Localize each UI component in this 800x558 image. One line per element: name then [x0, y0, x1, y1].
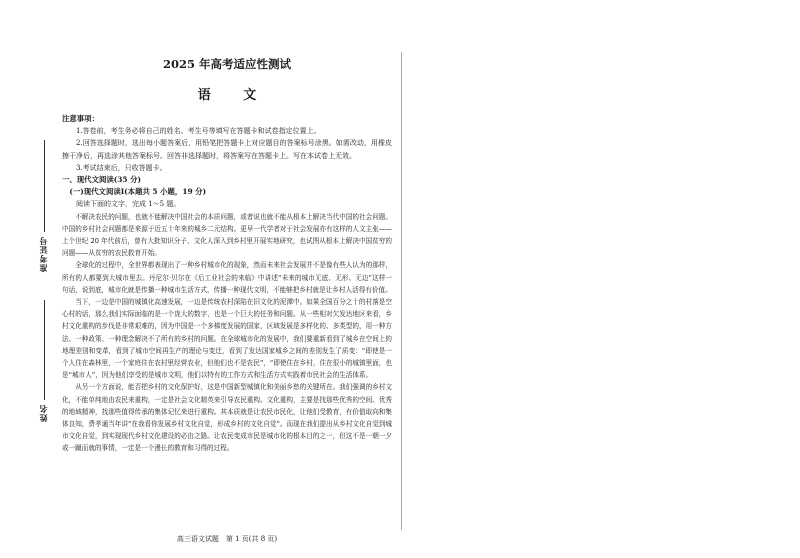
- note-item-3: 3.考试结束后，只收答题卡。: [76, 163, 167, 172]
- passage-paragraph-4: 从另一个方面说，能否把乡村的文化保护好，这是中国新型城镇化和美丽乡愁的关键所在。我们强调的乡村文化，不能单纯地由农民来重构，一定是社会文化精英来引导农民重构。文化重构，主要是找那些优秀的空间、优秀的地域精神，找那些值得传承的集体记忆来进行重构。其本质就是让农民市民化，让他们受教育，有价值取向和集体良知，费孝通当年讲“在我看你发展乡村文化自觉，形成乡村的文化自觉”。而现在我们提出从乡村文化自觉到城市文化自觉，到实现现代乡村文化建设的必由之路。让农民变成市民是城市化的根本目的之一，但这不是一朝一夕或一蹴而就的事情，一定是一个漫长的教育和习得的过程。: [62, 383, 392, 453]
- exam-subject: 语 文: [197, 88, 271, 103]
- exam-number-line: [44, 140, 45, 232]
- binding-margin: [0, 0, 56, 558]
- page-footer: 高三语文试题 第 1 页(共 8 页): [176, 535, 278, 543]
- name-line: [44, 300, 45, 400]
- section-heading: 一、现代文阅读(35 分): [62, 175, 141, 185]
- exam-number-label: 准考证号: [38, 236, 48, 272]
- column-divider: [401, 52, 402, 530]
- passage-paragraph-2: 全球化的过程中，全世界都表现出了一种乡村城市化的现象，然而未来社会发展并不是像有些人认为的那样，所有的人都要到大城市里去。丹尼尔·贝尔在《后工业社会的来临》中讲述“未来的城市无底、无形、无边”这样一句话，说到底，城市化就是传播一种城市生活方式，传播一种现代文明，不能够把乡村就是让乡村人活得有价值。: [62, 261, 392, 294]
- exam-page: [62, 56, 392, 455]
- sub-section-heading: (一)现代文阅读Ⅰ(本题共 5 小题，19 分): [69, 187, 207, 197]
- reading-instruction: 阅读下面的文字，完成 1～5 题。: [76, 200, 181, 209]
- passage-paragraph-3: 当下，一边是中国的城镇化高速发展，一边是传统农村深陷在旧文化的泥潭中。如果全国百分之十的村落是空心村的话，那么我们实际面临的是一个庞大的数字，也是一个巨大的任务和问题。从一些相对欠发达地区来看，乡村文化重构的步伐是非常艰难的，因为中国是一个多梯度发展的国家，区域发展是多样化的、多类型的，用一种方法、一种政策、一种理念解决不了所有的乡村的问题。在全球城市化的发展中，我们要重新看到了城乡在空间上的地理差别和变革，看到了城市空间再生产的理论与变迁，看到了发达国家城乡之间的差别发生了质变：“即使是一个人住在森林里，一个家庭住在农村里经营农业，但他们也不是农民”，“即使住在乡村，住在很小的城镇里面，也是“城市人”，因为他们享受的是城市文明，他们以特有的工作方式和生活方式实践着市民社会的生活体系。: [62, 298, 392, 380]
- notes-heading: 注意事项：: [62, 114, 99, 123]
- name-label: 姓名: [38, 404, 48, 422]
- passage-paragraph-1: 不解决农民的问题，也就不能解决中国社会的本质问题，或者说也就不能从根本上解决当代中国的社会问题。中国的乡村社会问题都是来源于近五十年来的城乡二元结构。更早一代学者对于社会发展亦有这样的人文主张——上个世纪 20 年代前后，曾有大批知识分子、文化人深入到乡村里开展实地研究，也试图从根本上解决中国贫穷的问题——从贫穷的农民救育开始。: [62, 212, 392, 258]
- note-item-2: 2.回答选择题时，选出每小题答案后，用铅笔把答题卡上对应题目的答案标号涂黑。如需改动，用橡皮擦干净后，再选涂其他答案标号。回答非选择题时，将答案写在答题卡上。写在本试卷上无效。: [62, 139, 392, 160]
- exam-title: 2025 年高考适应性测试: [162, 57, 291, 71]
- note-item-1: 1.答卷前，考生务必将自己的姓名、考生号等填写在答题卡和试卷指定位置上。: [76, 127, 321, 136]
